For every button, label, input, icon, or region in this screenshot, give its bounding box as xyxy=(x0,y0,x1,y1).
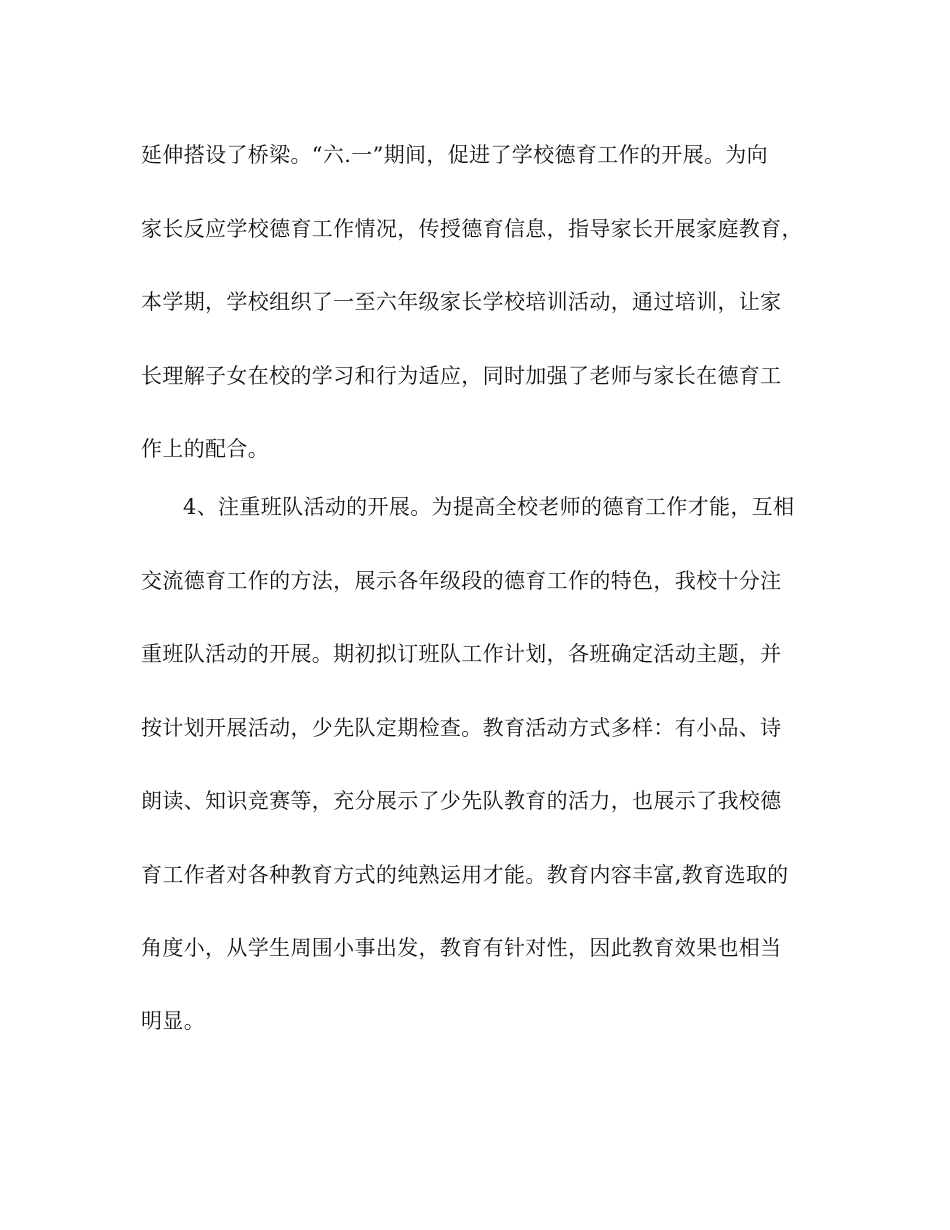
paragraph-line: 育工作者对各种教育方式的纯熟运用才能。教育内容丰富,教育选取的 xyxy=(141,863,789,887)
paragraph-line: 家长反应学校德育工作情况，传授德育信息，指导家长开展家庭教育， xyxy=(141,217,803,241)
paragraph-line: 4、注重班队活动的开展。为提高全校老师的德育工作才能，互相 xyxy=(183,495,795,519)
paragraph-line: 长理解子女在校的学习和行为适应，同时加强了老师与家长在德育工 xyxy=(141,364,782,388)
paragraph-line: 交流德育工作的方法，展示各年级段的德育工作的特色，我校十分注 xyxy=(141,569,782,593)
paragraph-line: 按计划开展活动，少先队定期检查。教育活动方式多样：有小品、诗 xyxy=(141,716,782,740)
paragraph-line: 重班队活动的开展。期初拟订班队工作计划，各班确定活动主题，并 xyxy=(141,642,782,666)
paragraph-line: 明显。 xyxy=(141,1009,206,1033)
paragraph-line: 本学期，学校组织了一至六年级家长学校培训活动，通过培训，让家 xyxy=(141,290,782,314)
paragraph-line: 朗读、知识竞赛等，充分展示了少先队教育的活力，也展示了我校德 xyxy=(141,789,782,813)
paragraph-line: 作上的配合。 xyxy=(141,437,270,461)
paragraph-line: 角度小，从学生周围小事出发，教育有针对性，因此教育效果也相当 xyxy=(141,936,782,960)
paragraph-line: 延伸搭设了桥梁。“六.一”期间，促进了学校德育工作的开展。为向 xyxy=(141,143,768,167)
